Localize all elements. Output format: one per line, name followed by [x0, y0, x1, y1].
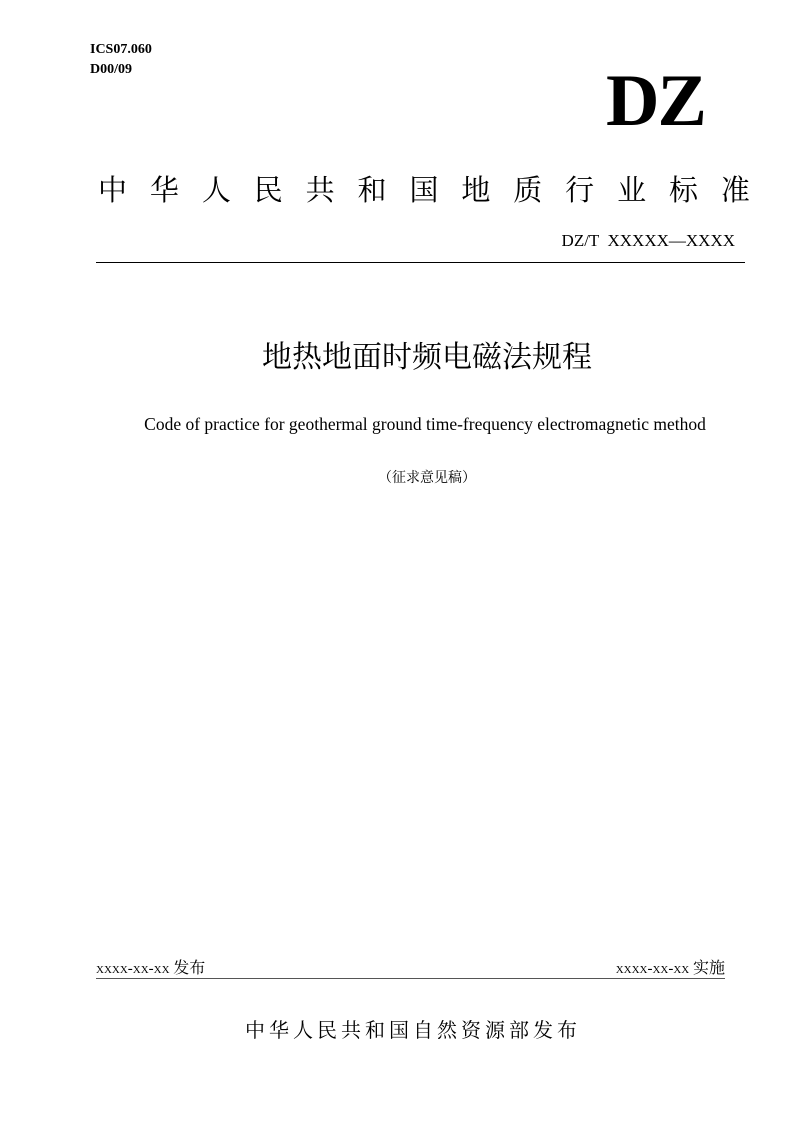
category-char: 标 — [668, 173, 698, 207]
category-char: 和 — [357, 173, 387, 207]
implement-date — [616, 958, 725, 979]
category-char: 国 — [409, 173, 439, 207]
publish-date-value: xxxx-xx-xx — [96, 961, 170, 977]
standard-number: DZ/T XXXXX—XXXX — [561, 231, 735, 250]
publish-label: 发布 — [173, 958, 206, 977]
draft-status: （征求意见稿） — [378, 470, 476, 486]
ccs-code: D00/09 — [90, 62, 132, 77]
document-title: 地热地面时频电磁法规程 — [262, 340, 592, 375]
category-char: 业 — [617, 173, 647, 207]
category-char: 行 — [565, 173, 595, 207]
issuing-authority: 中华人民共和国自然资源部发布 — [245, 1018, 581, 1042]
category-char: 地 — [461, 173, 491, 207]
category-char: 准 — [720, 173, 750, 207]
ics-code: ICS07.060 — [90, 42, 152, 57]
category-char: 共 — [305, 173, 335, 207]
footer-divider — [96, 978, 725, 979]
category-char: 中 — [98, 173, 128, 207]
category-char: 华 — [149, 173, 179, 207]
category-char: 人 — [201, 173, 231, 207]
category-char: 质 — [513, 173, 543, 207]
standard-category — [98, 172, 750, 208]
implement-label: 实施 — [692, 958, 725, 977]
category-char: 民 — [253, 173, 283, 207]
document-title-english: Code of practice for geothermal ground time-frequency electromagnetic method — [144, 414, 706, 434]
publish-date — [96, 958, 205, 979]
standard-logo: DZ — [606, 60, 705, 142]
header-divider — [96, 262, 745, 263]
implement-date-value: xxxx-xx-xx — [615, 961, 690, 977]
